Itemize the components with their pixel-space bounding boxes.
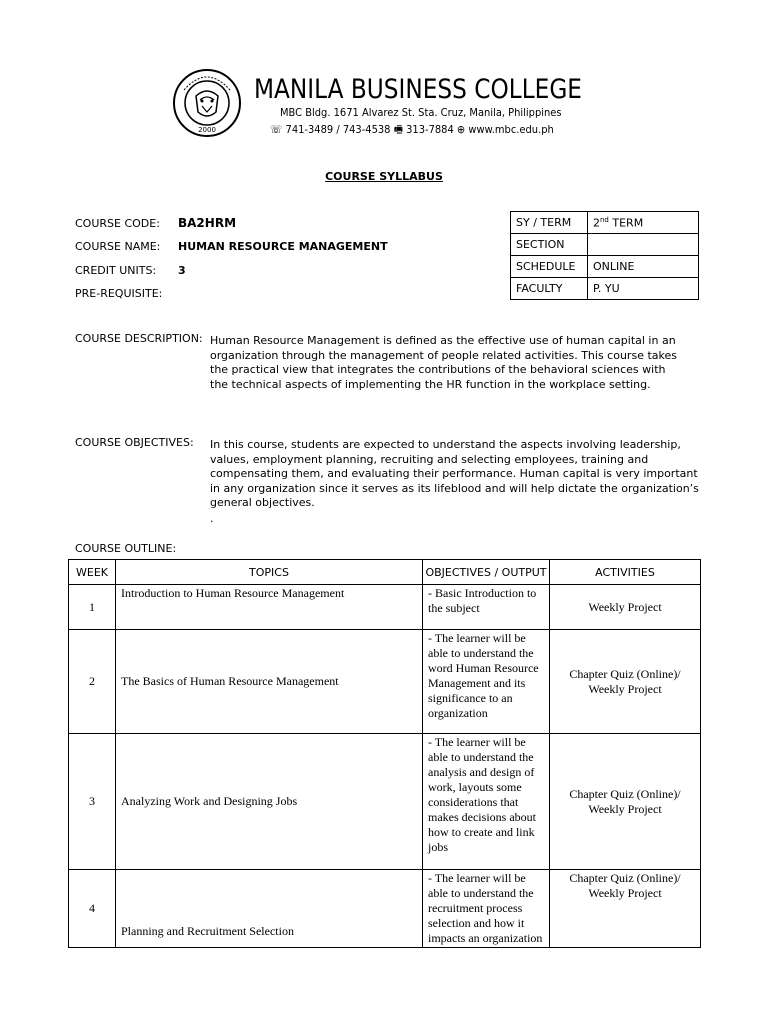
table-row bbox=[69, 734, 701, 870]
table-row bbox=[69, 630, 701, 734]
activity-cell: Chapter Quiz (Online)/ Weekly Project bbox=[550, 630, 701, 734]
activity-cell: Chapter Quiz (Online)/ Weekly Project bbox=[550, 734, 701, 870]
table-row bbox=[511, 212, 699, 234]
sy-term-value: 2nd TERM bbox=[588, 212, 699, 234]
course-outline-table bbox=[68, 559, 701, 948]
prerequisite-label: PRE-REQUISITE: bbox=[75, 287, 163, 300]
column-header-topics: TOPICS bbox=[116, 560, 423, 585]
table-row bbox=[69, 870, 701, 948]
course-code-label: COURSE CODE: bbox=[75, 217, 160, 230]
objective-cell: - Basic Introduction to the subject bbox=[423, 585, 550, 630]
objective-cell: - The learner will be able to understand the analysis and design of work, layouts some considerations that makes decisions about how to create and link jobs bbox=[423, 734, 550, 870]
column-header-objectives: OBJECTIVES / OUTPUT bbox=[423, 560, 550, 585]
seal-year: 2000 bbox=[198, 126, 216, 134]
table-header-row bbox=[69, 560, 701, 585]
schedule-value: ONLINE bbox=[588, 256, 699, 278]
course-description-text: Human Resource Management is defined as the effective use of human capital in an organization through the management of people related activities. This course takes the practical view that integrates the contributions of the behavioral sciences with the technical aspects of implementing the HR function in the workplace setting. bbox=[210, 334, 677, 391]
college-header bbox=[172, 68, 592, 140]
course-outline-label: COURSE OUTLINE: bbox=[75, 542, 177, 555]
table-row bbox=[511, 256, 699, 278]
table-row bbox=[511, 234, 699, 256]
college-contact: ☏ 741-3489 / 743-4538 🖷 313-7884 ⊕ www.mbc.edu.ph bbox=[270, 123, 554, 136]
college-seal-icon bbox=[172, 68, 242, 138]
topic-cell: The Basics of Human Resource Management bbox=[116, 630, 423, 734]
table-row bbox=[69, 585, 701, 630]
faculty-value: P. YU bbox=[588, 278, 699, 300]
sy-term-label: SY / TERM bbox=[511, 212, 588, 234]
activity-cell: Weekly Project bbox=[550, 585, 701, 630]
column-header-week: WEEK bbox=[69, 560, 116, 585]
credit-units-label: CREDIT UNITS: bbox=[75, 264, 157, 277]
topic-cell: Analyzing Work and Designing Jobs bbox=[116, 734, 423, 870]
term-info-table bbox=[510, 211, 699, 300]
section-value bbox=[588, 234, 699, 256]
week-cell: 4 bbox=[69, 870, 116, 948]
column-header-activities: ACTIVITIES bbox=[550, 560, 701, 585]
course-name-value: HUMAN RESOURCE MANAGEMENT bbox=[178, 240, 388, 253]
table-row bbox=[511, 278, 699, 300]
week-cell: 1 bbox=[69, 585, 116, 630]
course-objectives-text: In this course, students are expected to understand the aspects involving leadership, values, employment planning, recruiting and selecting employees, training and compensating them, and evaluating their performance. Human capital is very important in any organization since it serves as its lifeblood and will help dictate the organization’s general objectives. bbox=[210, 438, 699, 509]
week-cell: 3 bbox=[69, 734, 116, 870]
section-label: SECTION bbox=[511, 234, 588, 256]
course-objectives-label: COURSE OBJECTIVES: bbox=[75, 436, 194, 449]
schedule-label: SCHEDULE bbox=[511, 256, 588, 278]
objective-cell: - The learner will be able to understand the recruitment process selection and how it impacts an organization bbox=[423, 870, 550, 948]
activity-cell: Chapter Quiz (Online)/ Weekly Project bbox=[550, 870, 701, 948]
course-code-value: BA2HRM bbox=[178, 216, 237, 230]
document-title: COURSE SYLLABUS bbox=[325, 170, 443, 183]
course-name-label: COURSE NAME: bbox=[75, 240, 161, 253]
college-name: MANILA BUSINESS COLLEGE bbox=[254, 74, 582, 105]
topic-cell: Introduction to Human Resource Management bbox=[116, 585, 423, 630]
objectives-trailing-mark: . bbox=[210, 512, 214, 525]
course-description-label: COURSE DESCRIPTION: bbox=[75, 332, 203, 345]
college-address: MBC Bldg. 1671 Alvarez St. Sta. Cruz, Manila, Philippines bbox=[280, 106, 562, 119]
week-cell: 2 bbox=[69, 630, 116, 734]
faculty-label: FACULTY bbox=[511, 278, 588, 300]
topic-cell: Planning and Recruitment Selection bbox=[116, 870, 423, 948]
objective-cell: - The learner will be able to understand the word Human Resource Management and its significance to an organization bbox=[423, 630, 550, 734]
credit-units-value: 3 bbox=[178, 264, 186, 277]
